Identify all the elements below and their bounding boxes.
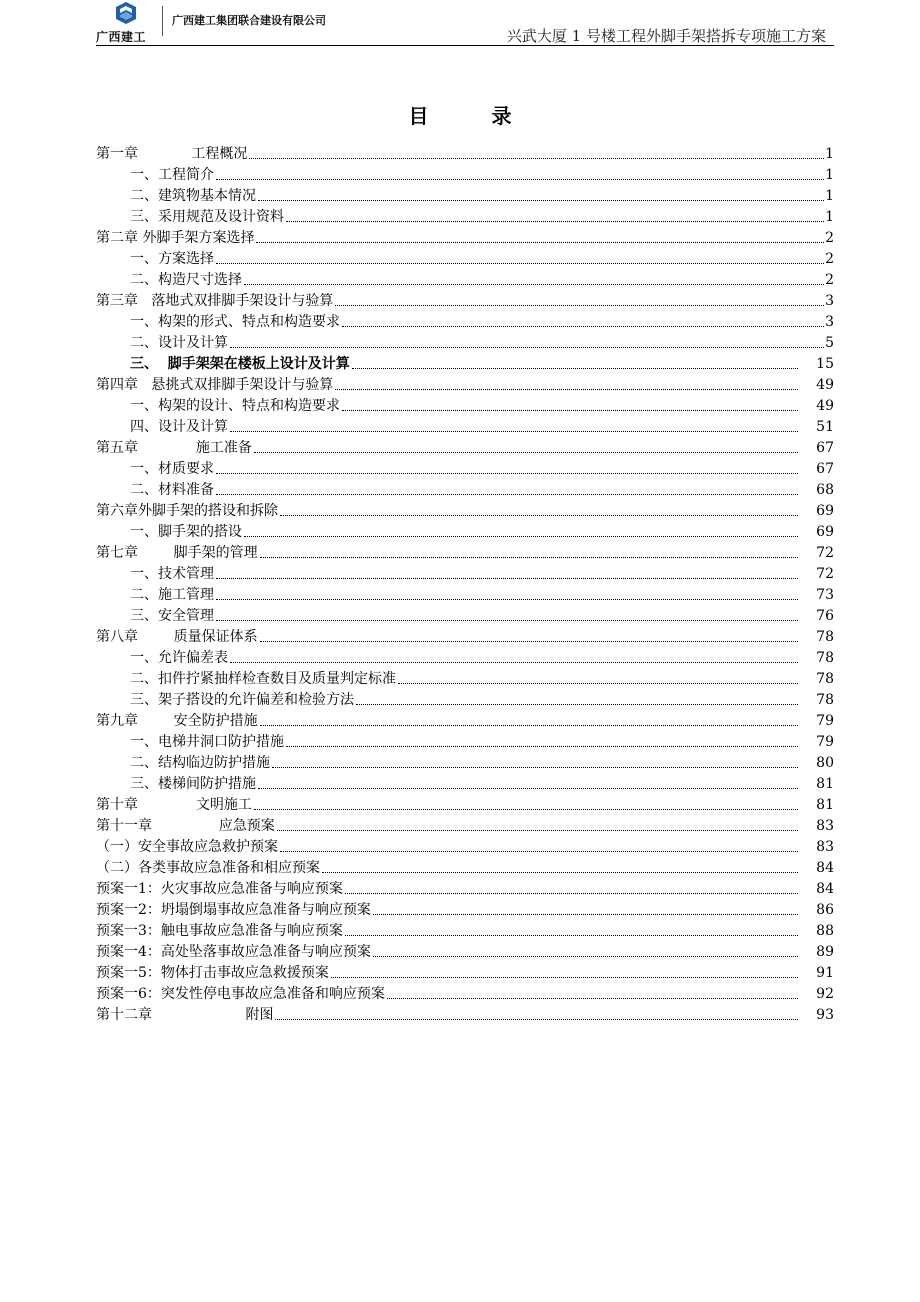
toc-entry-page: 68 bbox=[816, 482, 834, 498]
toc-entry-page: 73 bbox=[816, 587, 834, 603]
toc-leader-dots bbox=[216, 619, 798, 621]
toc-entry-label: 预案一4：高处坠落事故应急准备与响应预案 bbox=[96, 944, 371, 960]
toc-entry-label: 一、材质要求 bbox=[130, 461, 214, 477]
toc-leader-dots bbox=[216, 262, 824, 264]
toc-entry-page: 91 bbox=[816, 965, 834, 981]
toc-entry[interactable] bbox=[96, 898, 834, 919]
toc-entry[interactable] bbox=[96, 625, 834, 646]
toc-entry-page: 69 bbox=[816, 503, 834, 519]
toc-entry[interactable] bbox=[96, 499, 834, 520]
toc-leader-dots bbox=[254, 808, 798, 810]
toc-entry-label: 第十二章 附图 bbox=[96, 1007, 274, 1023]
toc-entry-page: 1 bbox=[825, 209, 834, 225]
toc-entry-label: 二、扣件拧紧抽样检查数目及质量判定标准 bbox=[130, 671, 396, 687]
toc-entry-label: 一、脚手架的搭设 bbox=[130, 524, 242, 540]
toc-leader-dots bbox=[275, 1018, 798, 1020]
toc-entry-label: 三、 脚手架架在楼板上设计及计算 bbox=[130, 356, 350, 372]
toc-leader-dots bbox=[398, 682, 798, 684]
toc-entry-label: 第五章 施工准备 bbox=[96, 440, 252, 456]
toc-entry[interactable] bbox=[96, 457, 834, 478]
toc-entry-page: 1 bbox=[825, 188, 834, 204]
toc-entry-label: 二、施工管理 bbox=[130, 587, 214, 603]
toc-leader-dots bbox=[249, 157, 824, 159]
toc-entry-page: 72 bbox=[816, 566, 834, 582]
toc-entry-page: 93 bbox=[816, 1007, 834, 1023]
toc-entry-page: 49 bbox=[816, 377, 834, 393]
toc-leader-dots bbox=[277, 829, 798, 831]
toc-entry[interactable] bbox=[96, 415, 834, 436]
toc-entry-label: 预案一6：突发性停电事故应急准备和响应预案 bbox=[96, 986, 385, 1002]
toc-entry[interactable] bbox=[96, 793, 834, 814]
toc-entry-label: 一、允许偏差表 bbox=[130, 650, 228, 666]
toc-entry-label: 一、电梯井洞口防护措施 bbox=[130, 734, 284, 750]
toc-entry-page: 67 bbox=[816, 440, 834, 456]
toc-leader-dots bbox=[216, 577, 798, 579]
toc-entry[interactable] bbox=[96, 961, 834, 982]
toc-entry-page: 2 bbox=[825, 251, 834, 267]
toc-entry-page: 80 bbox=[816, 755, 834, 771]
toc-entry[interactable] bbox=[96, 877, 834, 898]
toc-leader-dots bbox=[216, 493, 798, 495]
toc-entry-label: 第七章 脚手架的管理 bbox=[96, 545, 258, 561]
toc-entry-page: 1 bbox=[825, 167, 834, 183]
toc-entry-label: （一）安全事故应急救护预案 bbox=[96, 839, 278, 855]
toc-entry[interactable] bbox=[96, 772, 834, 793]
toc-leader-dots bbox=[272, 766, 798, 768]
header-rule bbox=[96, 45, 834, 46]
toc-entry[interactable] bbox=[96, 352, 834, 373]
toc-leader-dots bbox=[216, 178, 824, 180]
toc-entry-page: 89 bbox=[816, 944, 834, 960]
toc-entry[interactable] bbox=[96, 373, 834, 394]
toc-leader-dots bbox=[352, 367, 798, 369]
toc-leader-dots bbox=[356, 703, 798, 705]
toc-entry-label: 第一章 工程概况 bbox=[96, 146, 248, 162]
toc-entry-page: 3 bbox=[825, 293, 834, 309]
toc-leader-dots bbox=[254, 451, 798, 453]
toc-entry-label: 第六章外脚手架的搭设和拆除 bbox=[96, 503, 278, 519]
toc-entry[interactable] bbox=[96, 751, 834, 772]
toc-entry[interactable] bbox=[96, 184, 834, 205]
toc-leader-dots bbox=[335, 388, 798, 390]
toc-entry-label: 二、建筑物基本情况 bbox=[130, 188, 256, 204]
toc-entry[interactable] bbox=[96, 541, 834, 562]
toc-entry-label: 二、材料准备 bbox=[130, 482, 214, 498]
toc-leader-dots bbox=[244, 283, 824, 285]
toc-title: 目 录 bbox=[408, 104, 540, 128]
toc-leader-dots bbox=[216, 472, 798, 474]
toc-leader-dots bbox=[286, 745, 798, 747]
toc-entry-page: 81 bbox=[816, 797, 834, 813]
toc-entry-label: 三、安全管理 bbox=[130, 608, 214, 624]
toc-entry[interactable] bbox=[96, 583, 834, 604]
toc-leader-dots bbox=[345, 892, 798, 894]
toc-entry-label: 预案一2：坍塌倒塌事故应急准备与响应预案 bbox=[96, 902, 371, 918]
toc-entry-label: 一、构架的设计、特点和构造要求 bbox=[130, 398, 340, 414]
toc-entry-page: 67 bbox=[816, 461, 834, 477]
toc-entry-page: 76 bbox=[816, 608, 834, 624]
toc-entry-label: 第十一章 应急预案 bbox=[96, 818, 275, 834]
toc-entry[interactable] bbox=[96, 331, 834, 352]
toc-entry[interactable] bbox=[96, 226, 834, 247]
toc-entry[interactable] bbox=[96, 709, 834, 730]
toc-entry[interactable] bbox=[96, 310, 834, 331]
toc-entry-label: 一、工程简介 bbox=[130, 167, 214, 183]
toc-entry-label: 一、方案选择 bbox=[130, 251, 214, 267]
toc-entry-page: 78 bbox=[816, 671, 834, 687]
toc-entry-label: 预案一3：触电事故应急准备与响应预案 bbox=[96, 923, 343, 939]
toc-entry[interactable] bbox=[96, 163, 834, 184]
toc-entry-label: 二、构造尺寸选择 bbox=[130, 272, 242, 288]
toc-entry-page: 84 bbox=[816, 860, 834, 876]
company-logo bbox=[96, 2, 156, 44]
toc-entry-page: 15 bbox=[816, 356, 834, 372]
toc-entry-page: 78 bbox=[816, 629, 834, 645]
toc-entry[interactable] bbox=[96, 982, 834, 1003]
toc-entry[interactable] bbox=[96, 289, 834, 310]
toc-entry-page: 81 bbox=[816, 776, 834, 792]
toc-entry-label: 三、采用规范及设计资料 bbox=[130, 209, 284, 225]
toc-entry[interactable] bbox=[96, 394, 834, 415]
toc-entry-page: 2 bbox=[825, 230, 834, 246]
toc-entry[interactable] bbox=[96, 688, 834, 709]
toc-entry[interactable] bbox=[96, 268, 834, 289]
toc-entry-page: 69 bbox=[816, 524, 834, 540]
toc-leader-dots bbox=[345, 934, 798, 936]
toc-leader-dots bbox=[230, 346, 824, 348]
toc-entry-label: 预案一1：火灾事故应急准备与响应预案 bbox=[96, 881, 343, 897]
toc-leader-dots bbox=[216, 598, 798, 600]
toc-entry-label: 三、楼梯间防护措施 bbox=[130, 776, 256, 792]
toc-entry-page: 49 bbox=[816, 398, 834, 414]
table-of-contents bbox=[96, 142, 834, 1024]
toc-entry-label: 第二章 外脚手架方案选择 bbox=[96, 230, 255, 246]
logo-text: 广西建工 bbox=[96, 30, 147, 44]
toc-entry-page: 79 bbox=[816, 713, 834, 729]
toc-entry[interactable] bbox=[96, 478, 834, 499]
toc-entry-page: 83 bbox=[816, 818, 834, 834]
toc-entry-page: 79 bbox=[816, 734, 834, 750]
toc-entry-page: 84 bbox=[816, 881, 834, 897]
toc-entry-page: 2 bbox=[825, 272, 834, 288]
toc-leader-dots bbox=[280, 514, 798, 516]
toc-entry[interactable] bbox=[96, 919, 834, 940]
toc-leader-dots bbox=[258, 787, 798, 789]
toc-entry-page: 3 bbox=[825, 314, 834, 330]
toc-entry-label: 四、设计及计算 bbox=[130, 419, 228, 435]
company-name: 广西建工集团联合建设有限公司 bbox=[172, 14, 326, 27]
toc-entry-label: 二、设计及计算 bbox=[130, 335, 228, 351]
toc-entry-page: 51 bbox=[816, 419, 834, 435]
toc-entry-label: 三、架子搭设的允许偏差和检验方法 bbox=[130, 692, 354, 708]
toc-entry[interactable] bbox=[96, 436, 834, 457]
toc-entry[interactable] bbox=[96, 520, 834, 541]
toc-entry-label: （二）各类事故应急准备和相应预案 bbox=[96, 860, 320, 876]
page-header bbox=[96, 0, 834, 48]
logo-mark-icon bbox=[116, 2, 136, 24]
toc-leader-dots bbox=[373, 955, 798, 957]
toc-entry-page: 83 bbox=[816, 839, 834, 855]
toc-entry-label: 第三章 落地式双排脚手架设计与验算 bbox=[96, 293, 334, 309]
toc-leader-dots bbox=[335, 304, 824, 306]
document-title: 兴武大厦 1 号楼工程外脚手架搭拆专项施工方案 bbox=[506, 27, 826, 45]
toc-entry-label: 一、构架的形式、特点和构造要求 bbox=[130, 314, 340, 330]
toc-leader-dots bbox=[342, 409, 798, 411]
toc-entry[interactable] bbox=[96, 856, 834, 877]
toc-entry-label: 一、技术管理 bbox=[130, 566, 214, 582]
toc-entry-page: 78 bbox=[816, 650, 834, 666]
toc-entry[interactable] bbox=[96, 142, 834, 163]
toc-entry-page: 78 bbox=[816, 692, 834, 708]
toc-entry[interactable] bbox=[96, 940, 834, 961]
toc-entry-label: 第四章 悬挑式双排脚手架设计与验算 bbox=[96, 377, 334, 393]
toc-entry-page: 88 bbox=[816, 923, 834, 939]
toc-entry[interactable] bbox=[96, 667, 834, 688]
toc-leader-dots bbox=[244, 535, 798, 537]
toc-leader-dots bbox=[387, 997, 798, 999]
toc-entry[interactable] bbox=[96, 646, 834, 667]
toc-entry-label: 预案一5：物体打击事故应急救援预案 bbox=[96, 965, 329, 981]
toc-entry-page: 92 bbox=[816, 986, 834, 1002]
toc-leader-dots bbox=[286, 220, 824, 222]
toc-entry-page: 5 bbox=[825, 335, 834, 351]
toc-leader-dots bbox=[260, 724, 799, 726]
toc-entry-label: 二、结构临边防护措施 bbox=[130, 755, 270, 771]
toc-entry-label: 第十章 文明施工 bbox=[96, 797, 252, 813]
toc-leader-dots bbox=[230, 661, 798, 663]
toc-leader-dots bbox=[373, 913, 798, 915]
toc-entry[interactable] bbox=[96, 604, 834, 625]
toc-entry[interactable] bbox=[96, 814, 834, 835]
toc-entry-label: 第九章 安全防护措施 bbox=[96, 713, 258, 729]
toc-leader-dots bbox=[230, 430, 798, 432]
toc-entry-page: 1 bbox=[825, 146, 834, 162]
toc-leader-dots bbox=[256, 241, 824, 243]
toc-entry-page: 86 bbox=[816, 902, 834, 918]
toc-entry-label: 第八章 质量保证体系 bbox=[96, 629, 258, 645]
toc-entry[interactable] bbox=[96, 562, 834, 583]
logo-divider bbox=[162, 6, 163, 36]
toc-entry-page: 72 bbox=[816, 545, 834, 561]
toc-leader-dots bbox=[260, 640, 799, 642]
toc-entry[interactable] bbox=[96, 835, 834, 856]
toc-leader-dots bbox=[342, 325, 824, 327]
toc-entry[interactable] bbox=[96, 730, 834, 751]
toc-leader-dots bbox=[280, 850, 798, 852]
toc-leader-dots bbox=[322, 871, 798, 873]
toc-entry[interactable] bbox=[96, 1003, 834, 1024]
toc-entry[interactable] bbox=[96, 205, 834, 226]
toc-entry[interactable] bbox=[96, 247, 834, 268]
toc-leader-dots bbox=[331, 976, 798, 978]
toc-leader-dots bbox=[258, 199, 824, 201]
toc-leader-dots bbox=[260, 556, 799, 558]
